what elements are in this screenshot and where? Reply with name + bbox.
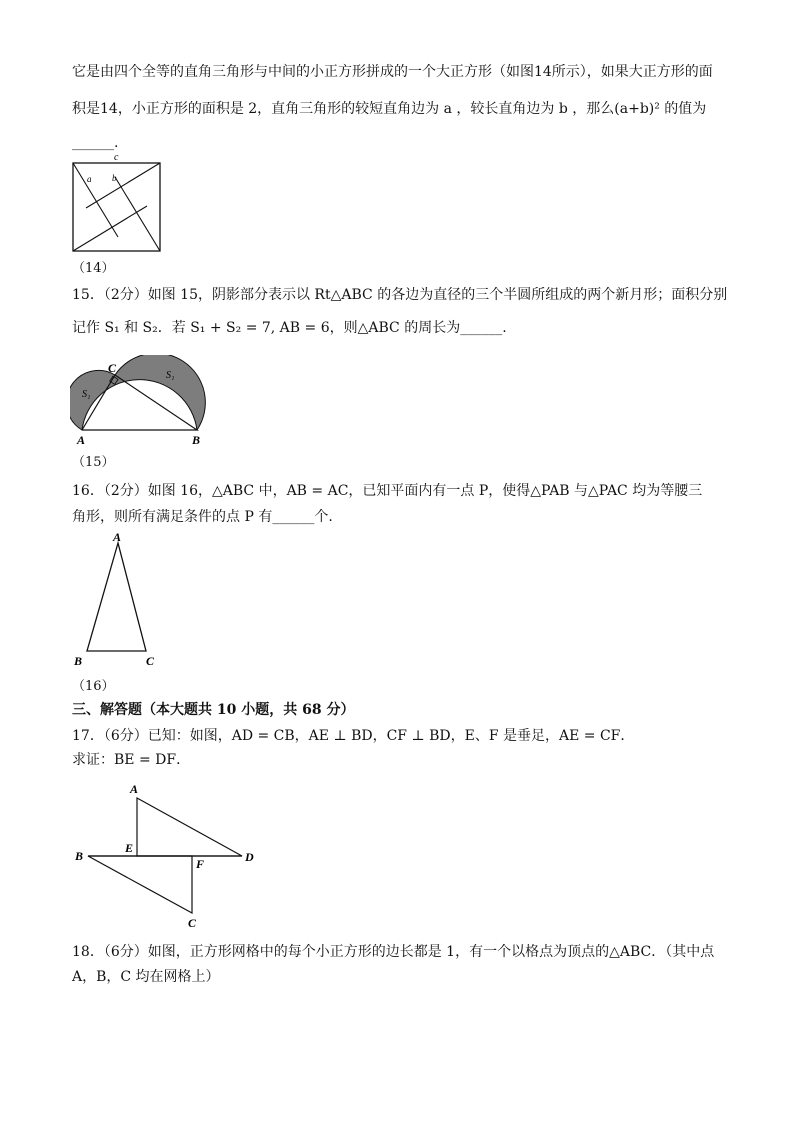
q14-line-1: 它是由四个全等的直角三角形与中间的小正方形拼成的一个大正方形（如图14所示），如果大正方形的面 [72,64,713,80]
fig17-label-D: D [245,850,254,864]
figure-16-isosceles-triangle [70,528,170,670]
fig14-label-a: a [87,174,92,184]
fig17-label-A: A [130,782,139,796]
section-3-heading: 三、解答题（本大题共 10 小题，共 68 分） [72,702,355,718]
fig15-label-S1-left: S₁ [82,389,91,400]
fig17-label-B: B [75,849,84,863]
figure-14-caption: （14） [72,261,115,276]
fig16-label-A: A [113,530,122,544]
figure-14-square-diagram [70,150,166,256]
figure-15-caption: （15） [72,455,115,470]
q17-line-1: 17．（6分）已知：如图，AD = CB，AE ⊥ BD，CF ⊥ BD，E、F 是垂足，AE = CF． [72,728,635,744]
q18-line-1: 18．（6分）如图，正方形网格中的每个小正方形的边长都是 1，有一个以格点为顶点的△ABC．（其中点 [72,944,715,960]
fig17-label-F: F [196,857,205,871]
fig15-label-S1-right: S₁ [166,370,175,381]
fig15-label-B: B [192,433,201,447]
q16-line-1: 16．（2分）如图 16，△ABC 中，AB = AC，已知平面内有一点 P，使得△PAB 与△PAC 均为等腰三 [72,483,703,499]
fig17-label-E: E [125,841,134,855]
q15-line-2: 记作 S₁ 和 S₂．若 S₁ + S₂ = 7, AB = 6，则△ABC 的周长为______. [72,320,507,336]
figure-15-lunes-diagram [70,355,220,447]
q14-answer-blank: ______. [72,135,119,151]
fig14-label-b: b [112,173,117,183]
figure-17-diagram [70,778,270,930]
q15-line-1: 15．（2分）如图 15，阴影部分表示以 Rt△ABC 的各边为直径的三个半圆所组成的两个新月形；面积分别 [72,287,728,303]
fig15-label-A: A [77,433,86,447]
figure-16-caption: （16） [72,679,115,694]
fig16-label-C: C [146,654,155,668]
q17-line-2: 求证：BE = DF． [72,752,191,768]
q18-line-2: A，B，C 均在网格上） [72,969,220,985]
q16-line-2: 角形，则所有满足条件的点 P 有______个. [72,509,333,525]
fig14-label-c: c [114,152,119,163]
q14-line-2: 积是14，小正方形的面积是 2，直角三角形的较短直角边为 a ，较长直角边为 b ，那么(a+b)² 的值为 [72,101,707,117]
fig15-label-C: C [108,361,117,375]
fig16-label-B: B [74,654,83,668]
fig17-label-C: C [188,916,197,930]
